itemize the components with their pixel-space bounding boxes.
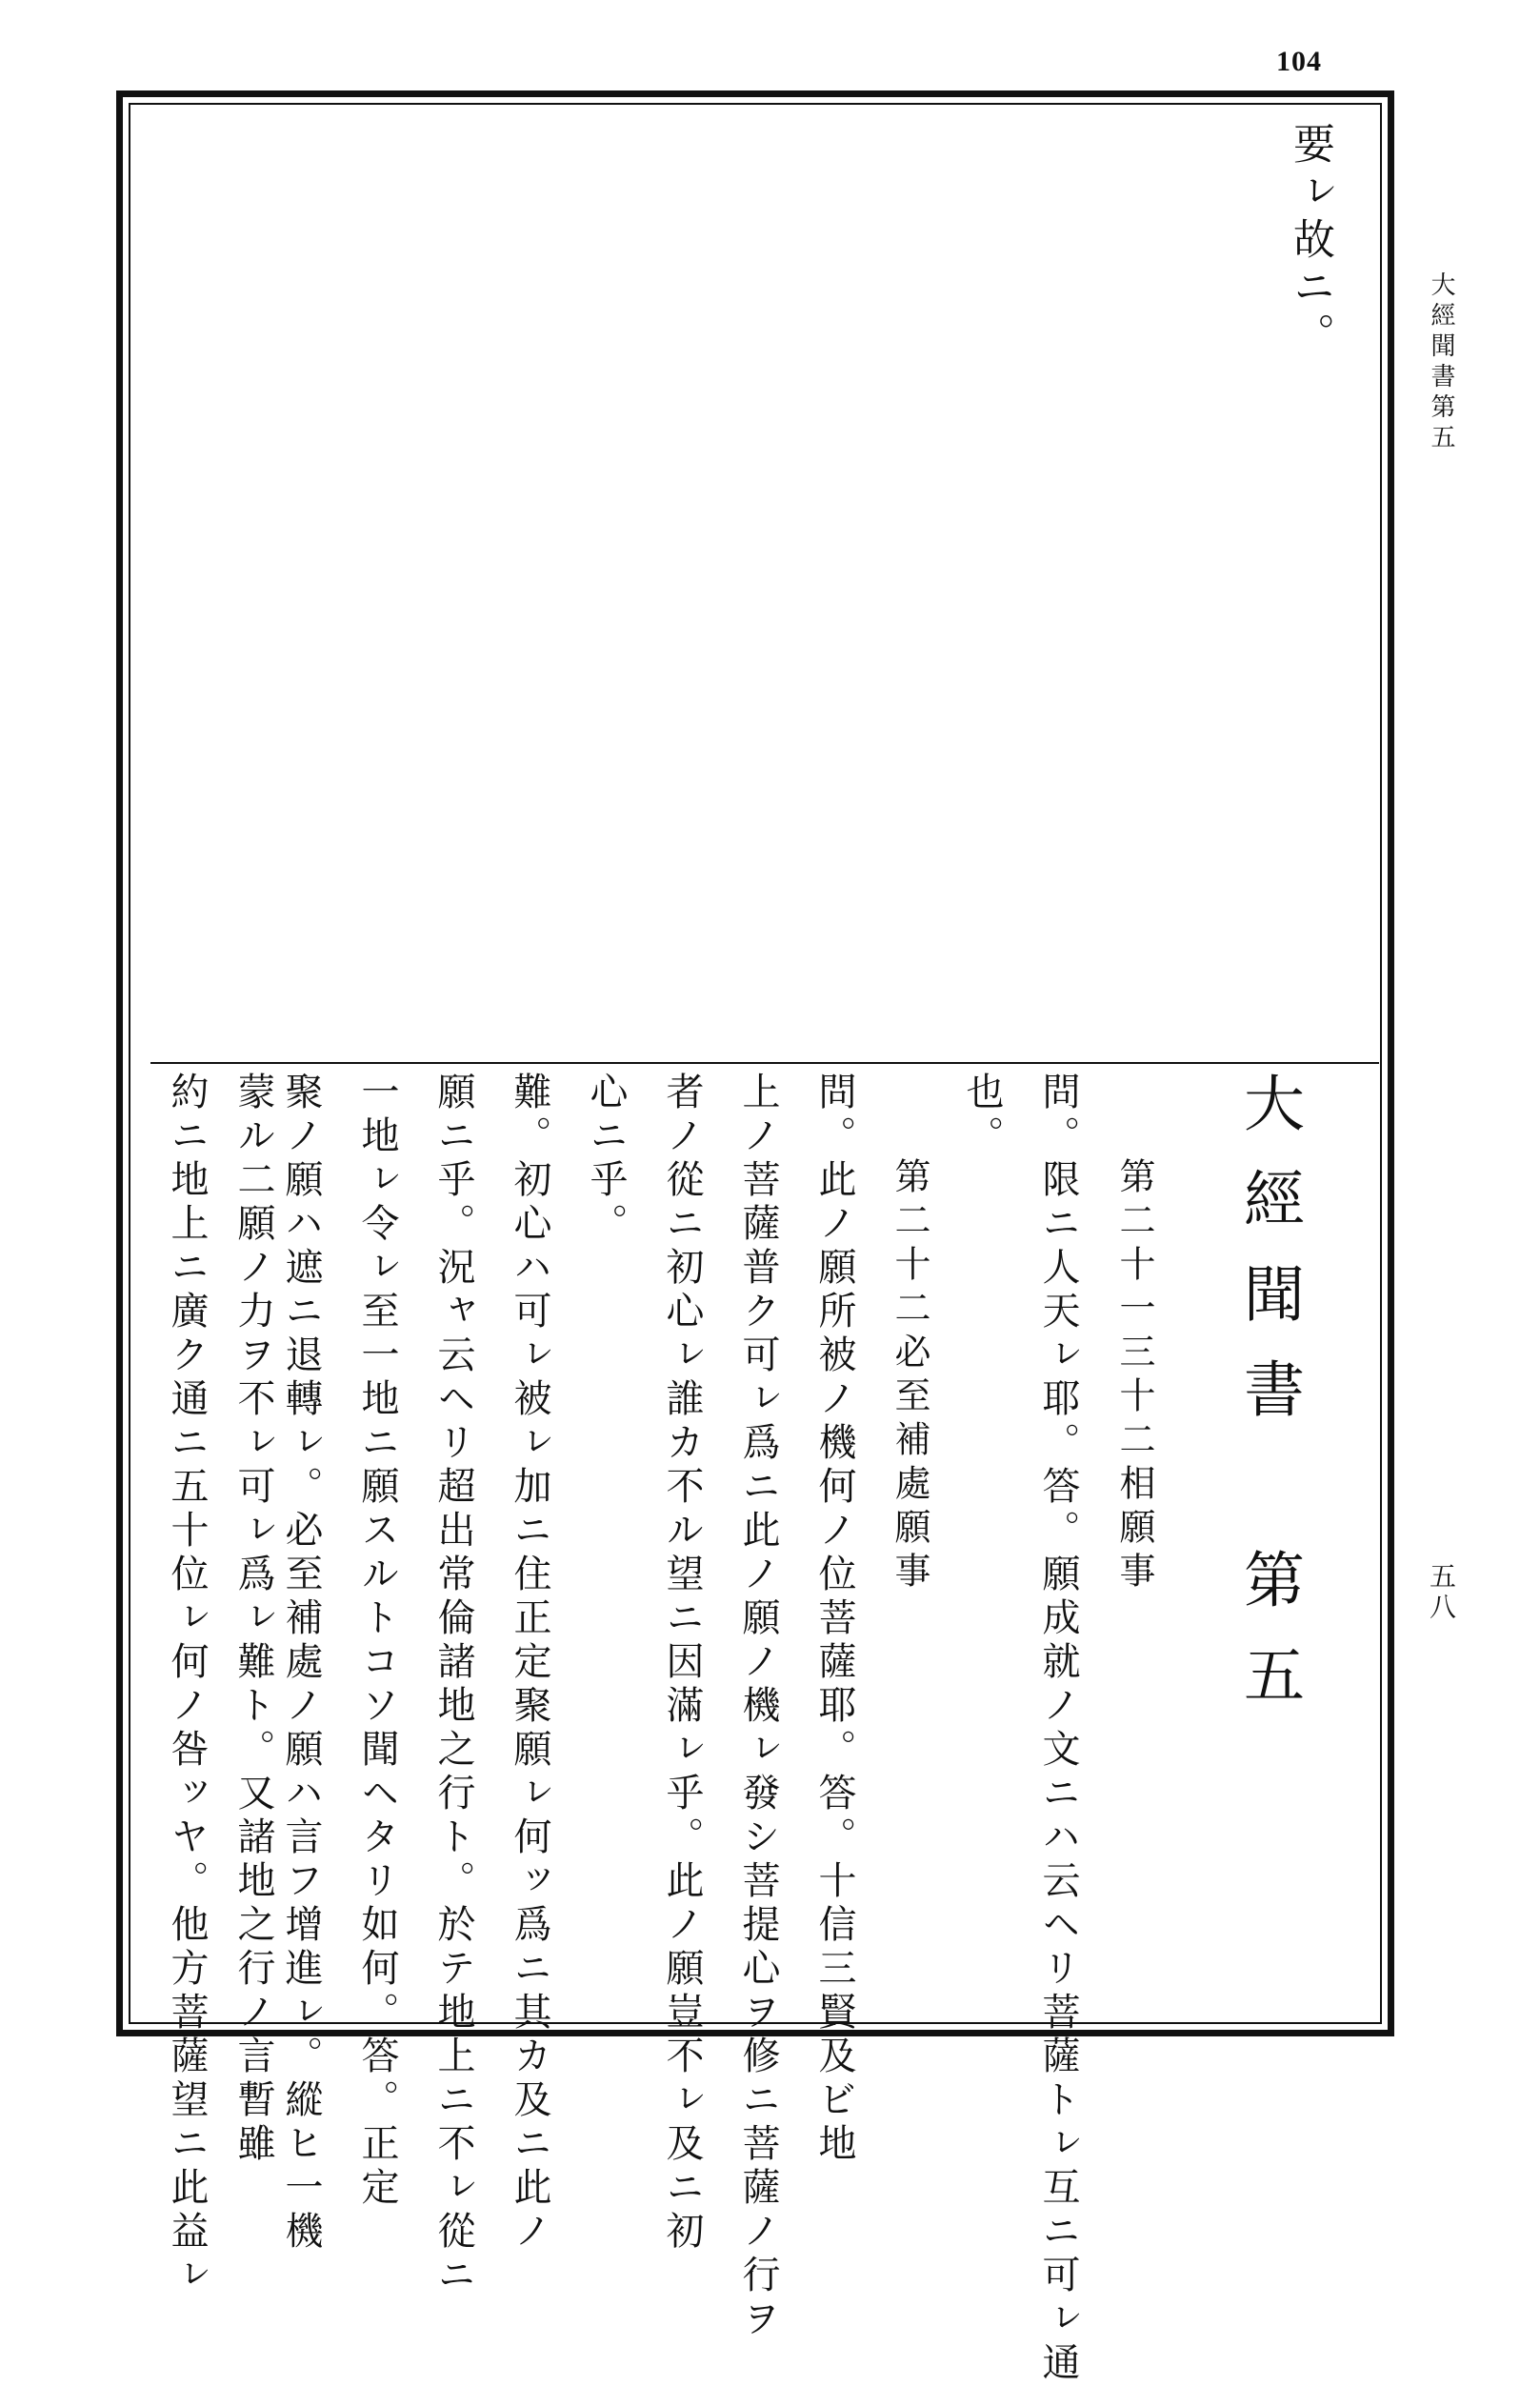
- body-column-5: 者ノ從ニ初心ㇾ誰カ不ル望ニ因滿ㇾ乎。此ノ願豈不ㇾ及ニ初: [660, 1072, 704, 2255]
- body-column-9: 一地ㇾ令ㇾ至一地ニ願スルトコソ聞ヘタリ如何。答。正定: [355, 1072, 399, 2211]
- body-column-2: 也。: [960, 1072, 1004, 1159]
- section-divider: [150, 1062, 1379, 1064]
- body-column-3: 問。此ノ願所被ノ機何ノ位菩薩耶。答。十信三賢及ビ地: [812, 1072, 856, 2167]
- body-column-1: 問。限ニ人天ㇾ耶。答。願成就ノ文ニハ云ヘリ菩薩トㇾ互ニ可ㇾ通: [1036, 1072, 1080, 2386]
- body-column-4: 上ノ菩薩普ク可ㇾ爲ニ此ノ願ノ機ㇾ發シ菩提心ヲ修ニ菩薩ノ行ヲ: [736, 1072, 780, 2342]
- upper-section-text: 要ㇾ故ニ。: [1286, 122, 1334, 360]
- heading-22: 第二十二必至補處願事: [889, 1157, 930, 1595]
- body-column-8: 願ニ乎。況ャ云ヘリ超出常倫諸地之行ト。於テ地上ニ不ㇾ從ニ: [431, 1072, 475, 2298]
- page-number: 104: [1276, 46, 1322, 77]
- body-column-11: 蒙ル二願ノ力ヲ不ㇾ可ㇾ爲ㇾ難ト。又諸地之行ノ言暫雖: [231, 1072, 275, 2167]
- folio-number: 五八: [1426, 1562, 1457, 1623]
- running-title: 大經聞書第五: [1427, 271, 1455, 454]
- book-title: 大經聞書 第五: [1233, 1072, 1304, 1738]
- heading-21: 第二十一三十二相願事: [1113, 1157, 1155, 1595]
- body-column-7: 難。初心ハ可ㇾ被ㇾ加ニ住正定聚願ㇾ何ッ爲ニ其カ及ニ此ノ: [508, 1072, 551, 2255]
- body-column-6: 心ニ乎。: [584, 1072, 628, 1247]
- body-column-12: 約ニ地上ニ廣ク通ニ五十位ㇾ何ノ咎ッヤ。他方菩薩望ニ此益ㇾ: [165, 1072, 209, 2298]
- body-column-10: 聚ノ願ハ遮ニ退轉ㇾ。必至補處ノ願ハ言フ增進ㇾ。縱ヒ一機: [279, 1072, 323, 2255]
